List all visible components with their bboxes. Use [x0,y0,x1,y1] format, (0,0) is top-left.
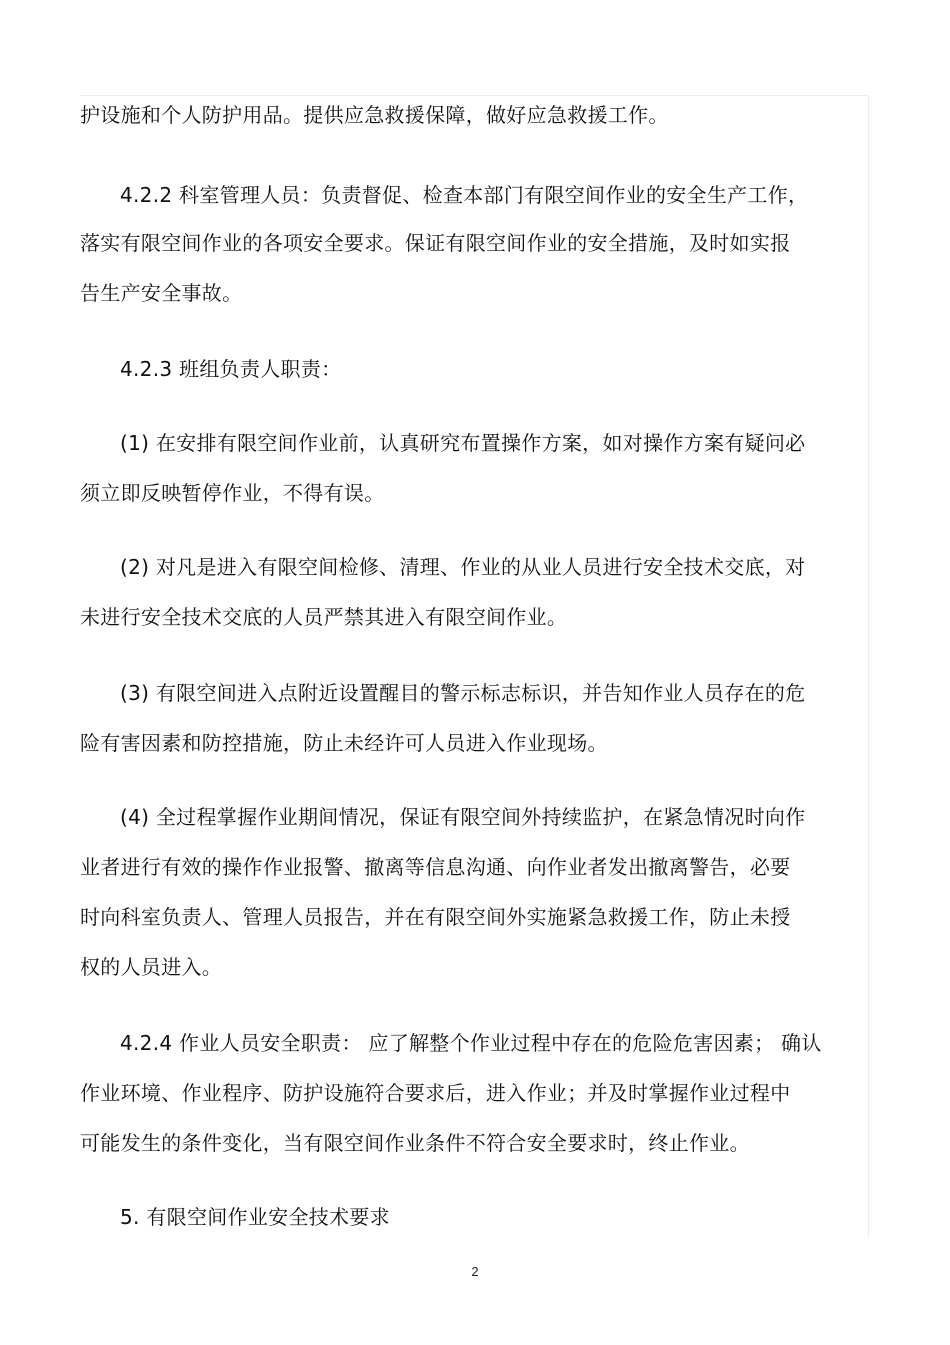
section-4-2-4-line: 4.2.4 作业人员安全职责： 应了解整个作业过程中存在的危险危害因素； 确认 [120,1031,822,1055]
text-line: 可能发生的条件变化，当有限空间作业条件不符合安全要求时，终止作业。 [80,1131,750,1155]
text-line: 险有害因素和防控措施，防止未经许可人员进入作业现场。 [80,731,608,755]
text-line: 时向科室负责人、管理人员报告，并在有限空间外实施紧急救援工作，防止未授 [80,905,791,929]
section-5-heading: 5. 有限空间作业安全技术要求 [120,1205,390,1229]
section-4-2-3-heading: 4.2.3 班组负责人职责： [120,357,342,381]
text-line: 权的人员进入。 [80,955,223,979]
list-item-2-line: (2) 对凡是进入有限空间检修、清理、作业的从业人员进行安全技术交底，对 [120,555,806,579]
text-line: 业者进行有效的操作作业报警、撤离等信息沟通、向作业者发出撤离警告，必要 [80,855,791,879]
list-item-3-line: (3) 有限空间进入点附近设置醒目的警示标志标识，并告知作业人员存在的危 [120,681,806,705]
page-number: 2 [471,1264,479,1279]
section-4-2-2-line: 4.2.2 科室管理人员：负责督促、检查本部门有限空间作业的安全生产工作， [120,183,809,207]
list-item-1-line: (1) 在安排有限空间作业前，认真研究布置操作方案，如对操作方案有疑问必 [120,431,806,455]
text-line: 作业环境、作业程序、防护设施符合要求后，进入作业；并及时掌握作业过程中 [80,1081,791,1105]
text-line: 护设施和个人防护用品。提供应急救援保障，做好应急救援工作。 [80,103,669,127]
text-line: 落实有限空间作业的各项安全要求。保证有限空间作业的安全措施，及时如实报 [80,231,791,255]
text-line: 未进行安全技术交底的人员严禁其进入有限空间作业。 [80,605,568,629]
text-line: 告生产安全事故。 [80,281,243,305]
list-item-4-line: (4) 全过程掌握作业期间情况，保证有限空间外持续监护，在紧急情况时向作 [120,805,806,829]
page-frame [80,95,869,1238]
text-line: 须立即反映暂停作业，不得有误。 [80,481,385,505]
